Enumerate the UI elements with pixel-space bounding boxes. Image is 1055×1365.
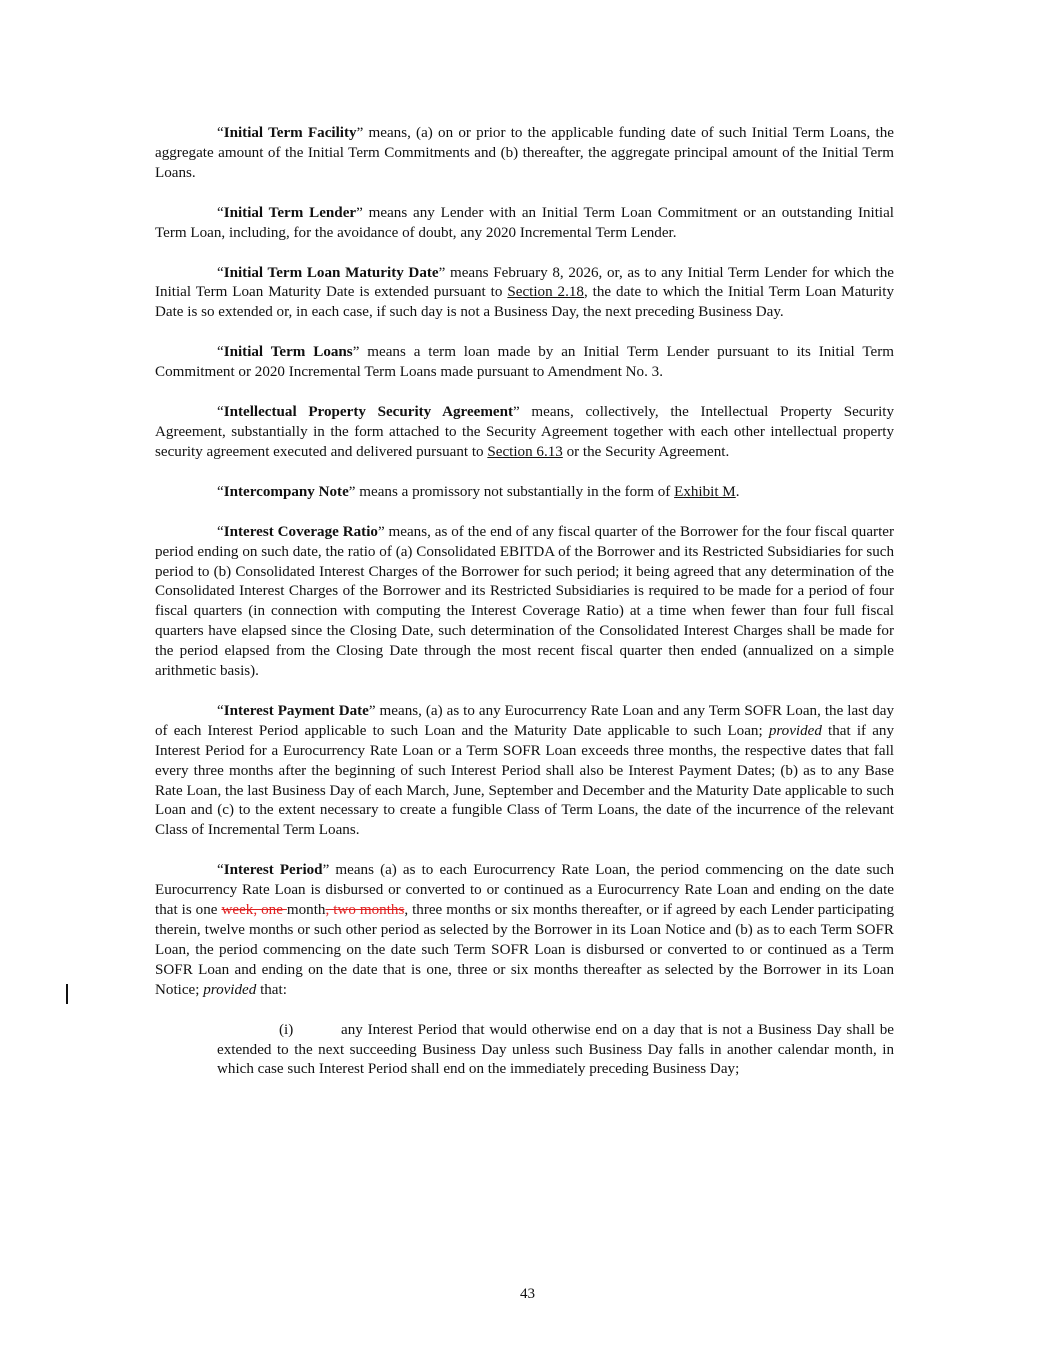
definition-intellectual-property-security-agreement <box>155 403 894 463</box>
definition-text: means any Lender with an Initial Term Loan Commitment or an outstanding Initial Term Loan, including, for the avoidance of doubt, any 2020 Incremental Term Lender. <box>155 204 895 241</box>
subclause-i <box>217 1021 894 1081</box>
defined-term: Initial Term Facility <box>223 125 357 141</box>
definition-text: means, (a) on or prior to the applicable funding date of such Initial Term Loans, the aggregate amount of the Initial Term Commitments and (b) thereafter, the aggregate principal amount of the Initial Term Loans. <box>155 125 894 181</box>
close-quote: ” <box>352 344 360 361</box>
definition-text: means a term loan made by an Initial Term Lender pursuant to its Initial Term Commitment or 2020 Incremental Term Loans made pursuant to Amendment No. 3. <box>155 344 894 381</box>
defined-term: Initial Term Lender <box>223 204 357 221</box>
definition-intercompany-note <box>155 483 894 503</box>
definition-text: means, (a) as to any Eurocurrency Rate Loan and any Term SOFR Loan, the last day of each Interest Period applicable to such Loan and the Maturity Date applicable to such Loan; <box>155 702 894 739</box>
proviso-italic: provided <box>768 722 822 739</box>
close-quote: ” <box>513 404 520 421</box>
definition-initial-term-loan-maturity-date <box>155 264 894 324</box>
document-page <box>155 124 894 1100</box>
definition-text: means February 8, 2026, or, as to any Initial Term Lender for which the Initial Term Loan Maturity Date is extended pursuant to <box>155 264 894 301</box>
defined-term: Interest Period <box>223 862 323 879</box>
proviso-italic: provided <box>203 981 257 998</box>
defined-term: Intellectual Property Security Agreement <box>223 404 514 421</box>
open-quote: “ <box>217 702 224 719</box>
open-quote: “ <box>217 264 224 281</box>
definition-text: , three months or six months thereafter, or if agreed by each Lender participating therein, twelve months or such other period as selected by the Borrower in its Loan Notice and (b) as to each Term SOFR Loan, the period commencing on the date such Term SOFR Loan is disbursed or converted to or continued as a Term SOFR Loan and ending on the date that is one, three or six months thereafter as selected by the Borrower in its Loan Notice; <box>155 902 894 998</box>
definition-text: month <box>286 902 326 919</box>
definition-initial-term-facility <box>155 124 894 184</box>
page-number: 43 <box>519 1286 536 1302</box>
defined-term: Intercompany Note <box>223 483 349 500</box>
close-quote: ” <box>348 483 356 500</box>
close-quote: ” <box>377 523 385 540</box>
open-quote: “ <box>217 125 224 141</box>
close-quote: ” <box>356 125 364 141</box>
definition-initial-term-loans <box>155 343 894 383</box>
close-quote: ” <box>368 702 376 719</box>
defined-term: Initial Term Loans <box>223 344 353 361</box>
deleted-text: , two months <box>325 902 405 919</box>
definition-interest-period <box>155 861 894 1000</box>
subclause-text: any Interest Period that would otherwise end on a day that is not a Business Day shall be extended to the next succeeding Business Day unless such Business Day falls in another calendar month, in which case such Interest Period shall end on the immediately preceding Business Day; <box>217 1021 894 1078</box>
definition-interest-coverage-ratio <box>155 523 894 682</box>
open-quote: “ <box>217 204 224 221</box>
subclause-number: (i) <box>279 1021 294 1038</box>
definition-text: . <box>735 483 740 500</box>
definition-interest-payment-date <box>155 702 894 841</box>
defined-term: Interest Payment Date <box>223 702 369 719</box>
defined-term: Interest Coverage Ratio <box>223 523 378 540</box>
close-quote: ” <box>356 204 363 221</box>
close-quote: ” <box>322 862 330 879</box>
definition-text: means, collectively, the Intellectual Property Security Agreement, substantially in the form attached to the Security Agreement together with each other intellectual property security agreement executed and delivered pursuant to <box>155 404 894 460</box>
revision-change-bar <box>66 984 68 1004</box>
definition-text: that: <box>256 981 287 998</box>
definition-text: means (a) as to each Eurocurrency Rate Loan, the period commencing on the date such Eurocurrency Rate Loan is disbursed or converted to or continued as a Eurocurrency Rate Loan and ending on the date that is one <box>155 862 895 919</box>
exhibit-reference: Exhibit M <box>674 483 736 500</box>
definition-text: or the Security Agreement. <box>562 443 730 460</box>
open-quote: “ <box>217 862 224 879</box>
open-quote: “ <box>217 404 224 421</box>
section-reference: Section 6.13 <box>487 443 563 460</box>
close-quote: ” <box>438 264 446 281</box>
definition-text: that if any Interest Period for a Eurocurrency Rate Loan or a Term SOFR Loan exceeds three months, the respective dates that fall every three months after the beginning of such Interest Period shall also be Interest Payment Dates; (b) as to any Base Rate Loan, the last Business Day of each March, June, September and December and the Maturity Date applicable to such Loan and (c) to the extent necessary to create a fungible Class of Term Loans, the date of the incurrence of the relevant Class of Incremental Term Loans. <box>155 722 894 839</box>
definition-text: , the date to which the Initial Term Loan Maturity Date is so extended or, in each case, if such day is not a Business Day, the next preceding Business Day. <box>155 284 894 321</box>
open-quote: “ <box>217 344 224 361</box>
defined-term: Initial Term Loan Maturity Date <box>223 264 439 281</box>
section-reference: Section 2.18 <box>507 284 584 301</box>
definition-initial-term-lender <box>155 204 894 244</box>
open-quote: “ <box>217 483 224 500</box>
open-quote: “ <box>217 523 224 540</box>
deleted-text: week, one <box>221 902 287 919</box>
definition-text: means, as of the end of any fiscal quarter of the Borrower for the four fiscal quarter period ending on such date, the ratio of (a) Consolidated EBITDA of the Borrower and its Restricted Subsidiaries for such period to (b) Consolidated Interest Charges of the Borrower for such period; it being agreed that any determination of the Consolidated Interest Charges of the Borrower and its Restricted Subsidiaries is required to be made for a period of four fiscal quarters (in connection with computing the Interest Coverage Ratio) at a time when fewer than four full fiscal quarters have elapsed since the Closing Date, such determination of the Consolidated Interest Charges shall be made for the period elapsed from the Closing Date through the most recent fiscal quarter then ended (annualized on a simple arithmetic basis). <box>155 523 894 680</box>
definition-text: means a promissory not substantially in the form of <box>355 483 675 500</box>
